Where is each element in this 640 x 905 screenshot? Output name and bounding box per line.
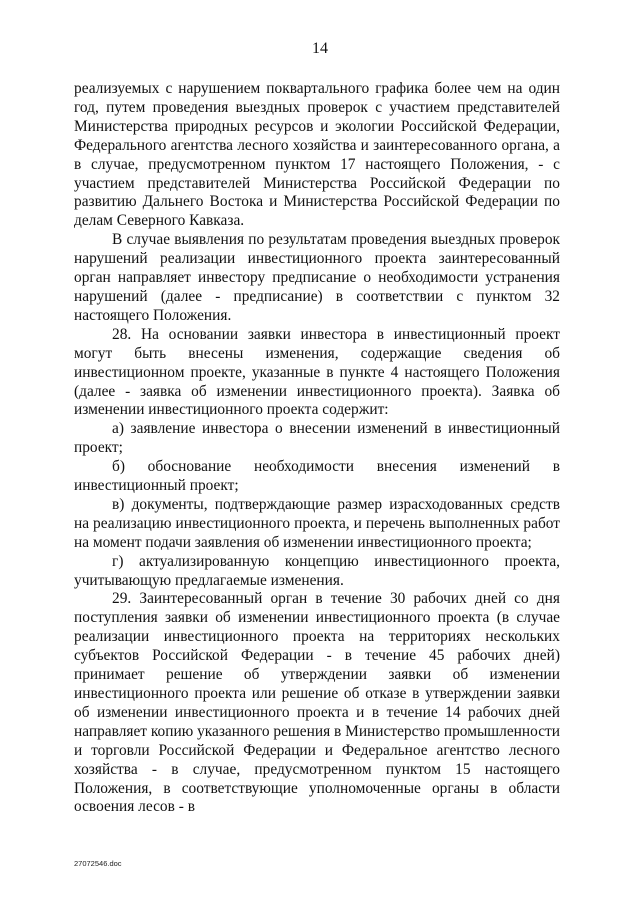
- paragraph-item-28: 28. На основании заявки инвестора в инвестиционный проект могут быть внесены изменения, содержащие сведения об инвестиционном проекте, указанные в пункте 4 настоящего Положения (далее - заявка об изменении инвестиционного проекта). Заявка об изменении инвестиционного проекта содержит:: [74, 325, 560, 419]
- page-number: 14: [312, 40, 328, 57]
- list-item-a: а) заявление инвестора о внесении изменений в инвестиционный проект;: [74, 420, 560, 457]
- document-file-code: 27072546.doc: [74, 859, 122, 868]
- list-item-b: б) обоснование необходимости внесения изменений в инвестиционный проект;: [74, 458, 560, 495]
- document-body: [74, 80, 560, 817]
- list-item-g: г) актуализированную концепцию инвестиционного проекта, учитывающую предлагаемые изменения.: [74, 552, 560, 589]
- list-item-v: в) документы, подтверждающие размер израсходованных средств на реализацию инвестиционного проекта, и перечень выполненных работ на момент подачи заявления об изменении инвестиционного проекта;: [74, 495, 560, 551]
- paragraph-violations: В случае выявления по результатам проведения выездных проверок нарушений реализации инвестиционного проекта заинтересованный орган направляет инвестору предписание о необходимости устранения нарушений (далее - предписание) в соответствии с пунктом 32 настоящего Положения.: [74, 231, 560, 324]
- paragraph-item-29: 29. Заинтересованный орган в течение 30 рабочих дней со дня поступления заявки об изменении инвестиционного проекта (в случае реализации инвестиционного проекта на территориях нескольких субъектов Российской Федерации - в течение 45 рабочих дней) принимает решение об утверждении заявки об изменении инвестиционного проекта или решение об отказе в утверждении заявки об изменении инвестиционного проекта и в течение 14 рабочих дней направляет копию указанного решения в Министерство промышленности и торговли Российской Федерации и Федеральное агентство лесного хозяйства - в случае, предусмотренном пунктом 15 настоящего Положения, в соответствующие уполномоченные органы в области освоения лесов - в: [74, 590, 560, 816]
- paragraph-continuation: реализуемых с нарушением поквартального графика более чем на один год, путем проведения выездных проверок с участием представителей Министерства природных ресурсов и экологии Российской Федерации, Федерального агентства лесного хозяйства и заинтересованного органа, а в случае, предусмотренном пунктом 17 настоящего Положения, - с участием представителей Министерства Российской Федерации по развитию Дальнего Востока и Министерства Российской Федерации по делам Северного Кавказа.: [74, 80, 560, 230]
